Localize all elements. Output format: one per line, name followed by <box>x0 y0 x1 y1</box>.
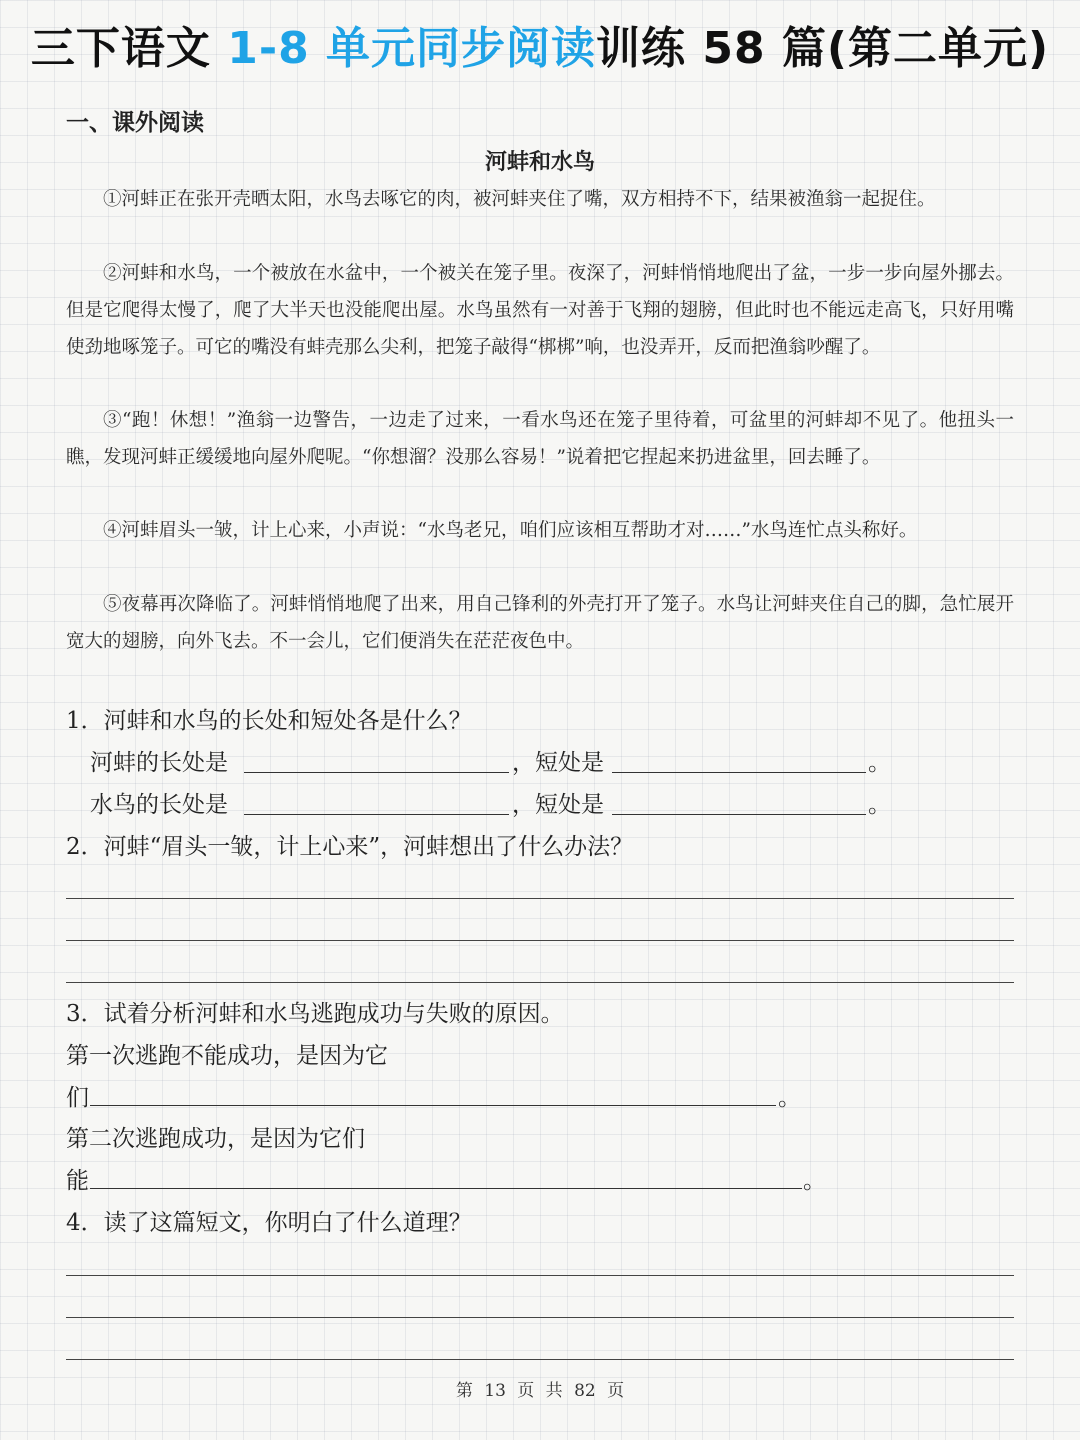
q2-answer-line-3[interactable] <box>66 982 1014 983</box>
q1-bird-weakness-blank[interactable] <box>612 814 866 815</box>
story-paragraph-1: ①河蚌正在张开壳晒太阳，水鸟去啄它的肉，被河蚌夹住了嘴，双方相持不下，结果被渔翁一起捉住。 <box>103 189 936 210</box>
q2-answer-line-2[interactable] <box>66 940 1014 941</box>
story-paragraph-2: ②河蚌和水鸟，一个被放在水盆中，一个被关在笼子里。夜深了，河蚌悄悄地爬出了盆，一步一步向屋外挪去。但是它爬得太慢了，爬了大半天也没能爬出屋。水鸟虽然有一对善于飞翔的翅膀，但此时也不能远走高飞，只好用嘴使劲地啄笼子。可它的嘴没有蚌壳那么尖利，把笼子敲得“梆梆”响，也没弄开，反而把渔翁吵醒了。 <box>66 263 1014 358</box>
q3-first-escape-end: 。 <box>778 1085 801 1111</box>
title-part2: 训练 58 篇(第二单元) <box>596 23 1050 74</box>
question-3: 3．试着分析河蚌和水鸟逃跑成功与失败的原因。 <box>66 1001 564 1027</box>
question-4: 4．读了这篇短文，你明白了什么道理？ <box>66 1210 472 1236</box>
q3-second-escape-blank[interactable] <box>90 1188 802 1189</box>
q4-answer-line-3[interactable] <box>66 1359 1014 1360</box>
page-title <box>0 12 1080 76</box>
q1-clam-strength-label: 河蚌的长处是 <box>90 750 228 776</box>
q1-bird-strength-blank[interactable] <box>244 814 509 815</box>
title-accent: 1-8 单元同步阅读 <box>227 23 597 74</box>
q1-line2-end: 。 <box>868 792 891 818</box>
story-paragraph-5: ⑤夜幕再次降临了。河蚌悄悄地爬了出来，用自己锋利的外壳打开了笼子。水鸟让河蚌夹住自己的脚，急忙展开宽大的翅膀，向外飞去。不一会儿，它们便消失在茫茫夜色中。 <box>66 594 1014 652</box>
q4-answer-line-1[interactable] <box>66 1275 1014 1276</box>
q2-answer-line-1[interactable] <box>66 898 1014 899</box>
page-number-footer: 第 13 页 共 82 页 <box>455 1381 625 1401</box>
q1-clam-weakness-blank[interactable] <box>612 772 866 773</box>
q3-first-escape-cont: 们 <box>66 1085 89 1111</box>
q3-second-escape-text: 第二次逃跑成功，是因为它们 <box>66 1126 365 1152</box>
q3-second-escape-cont: 能 <box>66 1168 89 1194</box>
q3-first-escape-blank[interactable] <box>90 1105 776 1106</box>
story-paragraph-3: ③“跑！休想！”渔翁一边警告，一边走了过来，一看水鸟还在笼子里待着，可盆里的河蚌却不见了。他扭头一瞧，发现河蚌正缓缓地向屋外爬呢。“你想溜？没那么容易！”说着把它捏起来扔进盆里，回去睡了。 <box>66 410 1014 468</box>
q3-second-escape-end: 。 <box>803 1168 826 1194</box>
question-1: 1．河蚌和水鸟的长处和短处各是什么？ <box>66 708 472 734</box>
question-2: 2．河蚌“眉头一皱，计上心来”，河蚌想出了什么办法？ <box>66 834 634 860</box>
section-heading: 一、课外阅读 <box>66 110 204 136</box>
title-part1: 三下语文 <box>30 23 211 74</box>
story-paragraph-4: ④河蚌眉头一皱，计上心来，小声说：“水鸟老兄，咱们应该相互帮助才对……”水鸟连忙点头称好。 <box>103 520 918 541</box>
q1-bird-weakness-label: ，短处是 <box>512 792 604 818</box>
q1-line1-end: 。 <box>868 750 891 776</box>
story-title: 河蚌和水鸟 <box>484 150 595 175</box>
q1-bird-strength-label: 水鸟的长处是 <box>90 792 228 818</box>
q1-clam-strength-blank[interactable] <box>244 772 509 773</box>
q1-clam-weakness-label: ，短处是 <box>512 750 604 776</box>
q4-answer-line-2[interactable] <box>66 1317 1014 1318</box>
q3-first-escape-text: 第一次逃跑不能成功，是因为它 <box>66 1043 388 1069</box>
